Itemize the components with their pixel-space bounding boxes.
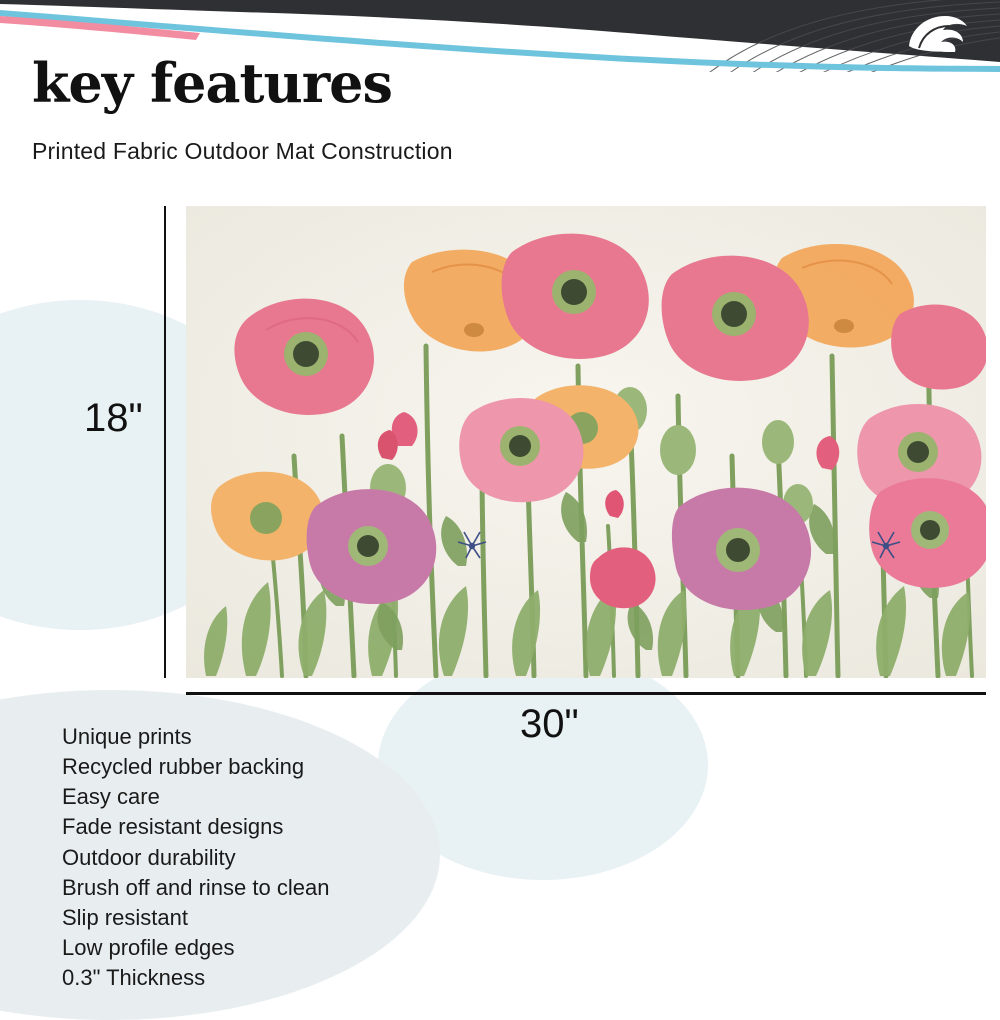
page-subtitle: Printed Fabric Outdoor Mat Construction: [32, 138, 453, 164]
width-guide-line: [186, 692, 986, 695]
list-item: Low profile edges: [62, 934, 235, 960]
width-dimension-label: 30": [520, 702, 579, 746]
feature-list: [62, 722, 329, 993]
list-item: Recycled rubber backing: [62, 754, 305, 780]
product-image: [186, 206, 986, 678]
swan-logo-icon: [890, 4, 986, 60]
list-item: Outdoor durability: [62, 844, 236, 870]
height-guide-line: [164, 206, 166, 678]
height-dimension-label: 18": [84, 396, 143, 440]
list-item: Fade resistant designs: [62, 814, 284, 840]
list-item: Easy care: [62, 784, 160, 810]
list-item: Unique prints: [62, 724, 192, 749]
list-item: Brush off and rinse to clean: [62, 874, 330, 900]
list-item: 0.3" Thickness: [62, 965, 206, 990]
page-title: key features: [32, 51, 392, 115]
list-item: Slip resistant: [62, 904, 188, 930]
